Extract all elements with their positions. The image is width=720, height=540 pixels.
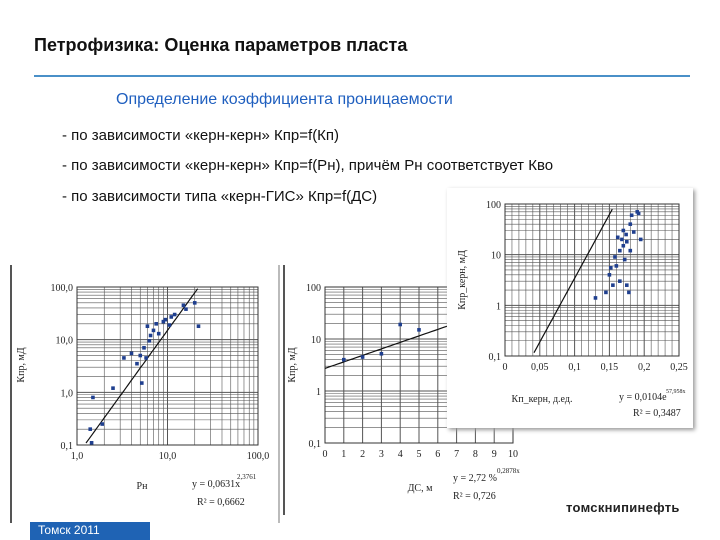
x-tick-label: 1 [341,449,347,460]
x-axis-label: Рн [136,481,148,492]
chart-kpr-vs-rn [10,265,280,523]
data-point [611,283,615,287]
x-tick-label: 0,1 [568,362,581,373]
data-point [146,324,150,328]
data-point [616,236,620,240]
trend-r2: R² = 0,3487 [633,408,681,419]
y-tick-label: 100,0 [50,283,73,294]
data-point [140,381,144,385]
data-point [122,356,126,360]
data-point [623,258,627,262]
data-point [398,323,402,327]
x-axis-label: Кп_керн, д.ед. [511,394,573,405]
data-point [637,212,641,216]
data-point [130,352,134,356]
trend-exponent: 2,3761 [237,473,257,481]
plot-frame-kp [505,204,679,356]
trend-equation: y = 0,0104e [619,392,667,403]
trend-exponent: 57,958x [666,389,686,395]
data-point [111,386,115,390]
data-point [142,346,146,350]
x-tick-label: 8 [472,449,478,460]
trend-r2: R² = 0,6662 [197,497,245,508]
data-point [193,301,197,305]
data-point [361,355,365,359]
y-tick-label: 0,1 [488,352,501,363]
data-point [628,249,632,253]
data-point [632,230,636,234]
y-tick-label: 1,0 [60,388,73,400]
bullet-kp: - по зависимости «керн-керн» Кпр=f(Кп) [62,127,340,144]
x-tick-label: 0 [502,362,508,373]
data-point [615,264,619,268]
slide-subtitle: Определение коэффициента проницаемости [116,91,453,108]
x-tick-label: 0,2 [637,362,651,373]
data-point [613,255,617,259]
data-point [168,323,172,327]
chart-kp-svg [447,188,693,428]
data-point [624,233,628,237]
chart-rn-svg [12,265,278,523]
y-axis-label: Кпр, мД [287,347,298,383]
data-point [622,229,626,233]
grid-kp [505,204,679,356]
grid-rn [77,287,258,445]
y-tick-label: 0,1 [308,439,321,450]
data-point [148,339,152,343]
y-axis-label: Кпр, мД [16,347,27,383]
data-point [91,396,95,400]
bullet-rn: - по зависимости «керн-керн» Кпр=f(Рн), причём Рн соответствует Кво [62,157,554,174]
y-tick-label: 10,0 [55,335,73,347]
data-point [622,244,626,248]
y-tick-label: 10 [311,335,321,346]
x-tick-label: 3 [378,449,384,460]
y-tick-label: 0,1 [60,441,73,452]
data-point [609,266,613,270]
data-point [184,307,188,311]
x-tick-label: 9 [491,449,497,460]
y-tick-label: 100 [306,283,321,294]
x-tick-label: 7 [454,449,460,460]
x-tick-label: 1,0 [70,451,84,462]
data-point [152,329,156,333]
x-tick-label: 6 [435,449,441,460]
trend-exponent: 0,2878x [497,467,520,475]
data-point [144,356,148,360]
data-point [182,303,186,307]
x-tick-label: 10,0 [158,451,177,462]
data-point [380,352,384,356]
data-point [628,222,632,226]
footer-text: Томск 2011 [38,523,100,537]
data-point [173,313,177,317]
company-logo-text: томскнипинефть [566,500,680,515]
data-point [417,328,421,332]
data-point [625,283,629,287]
data-point [88,427,92,431]
data-point [639,238,643,242]
data-point [630,213,634,217]
x-tick-label: 0,05 [531,362,549,373]
data-point [100,422,104,426]
data-point [157,332,161,336]
y-tick-label: 1 [316,387,321,398]
x-tick-label: 0,15 [600,362,619,373]
y-axis-label: Кпр_керн, мД [457,250,468,310]
data-point [620,238,624,242]
data-point [618,249,622,253]
data-point [608,273,612,277]
data-point [625,240,629,244]
data-point [627,291,631,295]
x-tick-label: 0 [322,449,328,460]
data-point [90,441,94,445]
data-point [618,279,622,283]
y-tick-label: 100 [486,200,501,211]
x-tick-label: 0,25 [670,362,688,373]
title-rule [34,75,690,77]
x-tick-label: 100,0 [246,451,270,462]
x-tick-label: 4 [397,449,403,460]
x-tick-label: 10 [508,449,518,460]
trend-equation: y = 0,0631x [192,479,241,490]
y-tick-label: 1 [496,301,501,313]
data-point [135,362,139,366]
data-point [138,354,142,358]
data-point [594,296,598,300]
bullet-ds: - по зависимости типа «керн-ГИС» Кпр=f(ДС) [62,188,378,205]
data-point [149,334,153,338]
chart-kpr-vs-kp [447,188,693,428]
data-point [342,358,346,362]
x-tick-label: 2 [360,449,366,460]
x-axis-label: ДС, м [407,483,433,494]
slide-title: Петрофизика: Оценка параметров пласта [34,35,408,55]
data-point [154,322,158,326]
x-tick-label: 5 [416,449,422,460]
data-point [169,315,173,319]
trend-r2: R² = 0,726 [453,491,496,502]
data-point [604,291,608,295]
y-tick-label: 10 [491,250,501,262]
data-point [164,318,168,322]
trend-equation: y = 2,72 % [453,473,497,484]
data-point [197,324,201,328]
